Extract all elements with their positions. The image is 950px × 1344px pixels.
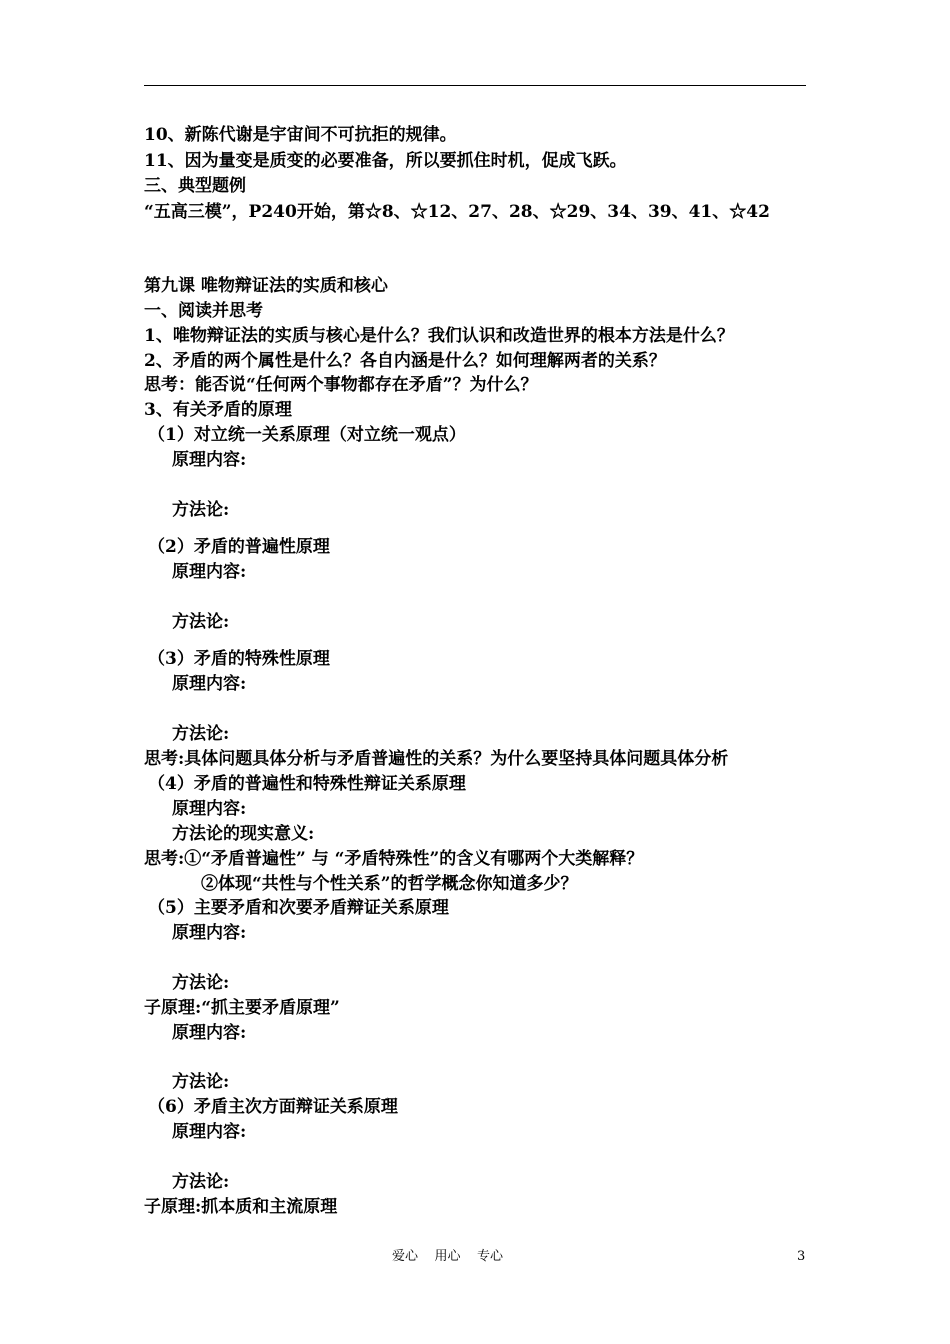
page-number: 3 — [797, 1249, 806, 1264]
text-line: ②体现“共性与个性关系”的哲学概念你知道多少？ — [201, 874, 578, 894]
header-rule — [144, 85, 806, 86]
text-line: （6）矛盾主次方面辩证关系原理 — [148, 1097, 398, 1117]
text-line: 三、典型题例 — [144, 176, 246, 196]
text-line: （3）矛盾的特殊性原理 — [148, 649, 330, 669]
text-line: 1、唯物辩证法的实质与核心是什么？我们认识和改造世界的根本方法是什么？ — [144, 326, 734, 346]
footer-motto: 爱心 用心 专心 — [392, 1249, 504, 1264]
text-line: 3、有关矛盾的原理 — [144, 400, 292, 420]
text-line: 2、矛盾的两个属性是什么？各自内涵是什么？如何理解两者的关系？ — [144, 351, 666, 371]
text-line: 子原理:“抓主要矛盾原理” — [144, 998, 340, 1018]
text-line: 原理内容: — [172, 923, 247, 943]
text-line: 方法论: — [172, 973, 230, 993]
text-line: 10、新陈代谢是宇宙间不可抗拒的规律。 — [144, 125, 457, 145]
text-line: 原理内容: — [172, 562, 247, 582]
text-line: 原理内容: — [172, 1122, 247, 1142]
text-line: 原理内容: — [172, 450, 247, 470]
text-line: 原理内容: — [172, 674, 247, 694]
text-line: 思考:①“矛盾普遍性” 与 “矛盾特殊性”的含义有哪两个大类解释？ — [144, 849, 644, 869]
text-line: （1）对立统一关系原理（对立统一观点） — [148, 425, 466, 445]
text-line: 一、阅读并思考 — [144, 301, 263, 321]
text-line: 11、因为量变是质变的必要准备，所以要抓住时机，促成飞跃。 — [144, 151, 627, 171]
text-line: 原理内容: — [172, 1023, 247, 1043]
text-line: 思考:具体问题具体分析与矛盾普遍性的关系？为什么要坚持具体问题具体分析 — [144, 749, 729, 769]
text-line: 方法论: — [172, 1072, 230, 1092]
text-line: “五高三模”，P240开始，第☆8、☆12、27、28、☆29、34、39、41、☆42 — [144, 202, 770, 222]
text-line: 子原理:抓本质和主流原理 — [144, 1197, 338, 1217]
text-line: （4）矛盾的普遍性和特殊性辩证关系原理 — [148, 774, 466, 794]
text-line: 方法论的现实意义: — [172, 824, 315, 844]
text-line: 思考：能否说“任何两个事物都存在矛盾”？为什么？ — [144, 375, 538, 395]
text-line: 方法论: — [172, 612, 230, 632]
text-line: 方法论: — [172, 500, 230, 520]
text-line: 原理内容: — [172, 799, 247, 819]
text-line: （5）主要矛盾和次要矛盾辩证关系原理 — [148, 898, 449, 918]
text-line: 方法论: — [172, 1172, 230, 1192]
text-line: 方法论: — [172, 724, 230, 744]
text-line: （2）矛盾的普遍性原理 — [148, 537, 330, 557]
text-line: 第九课 唯物辩证法的实质和核心 — [144, 276, 388, 296]
